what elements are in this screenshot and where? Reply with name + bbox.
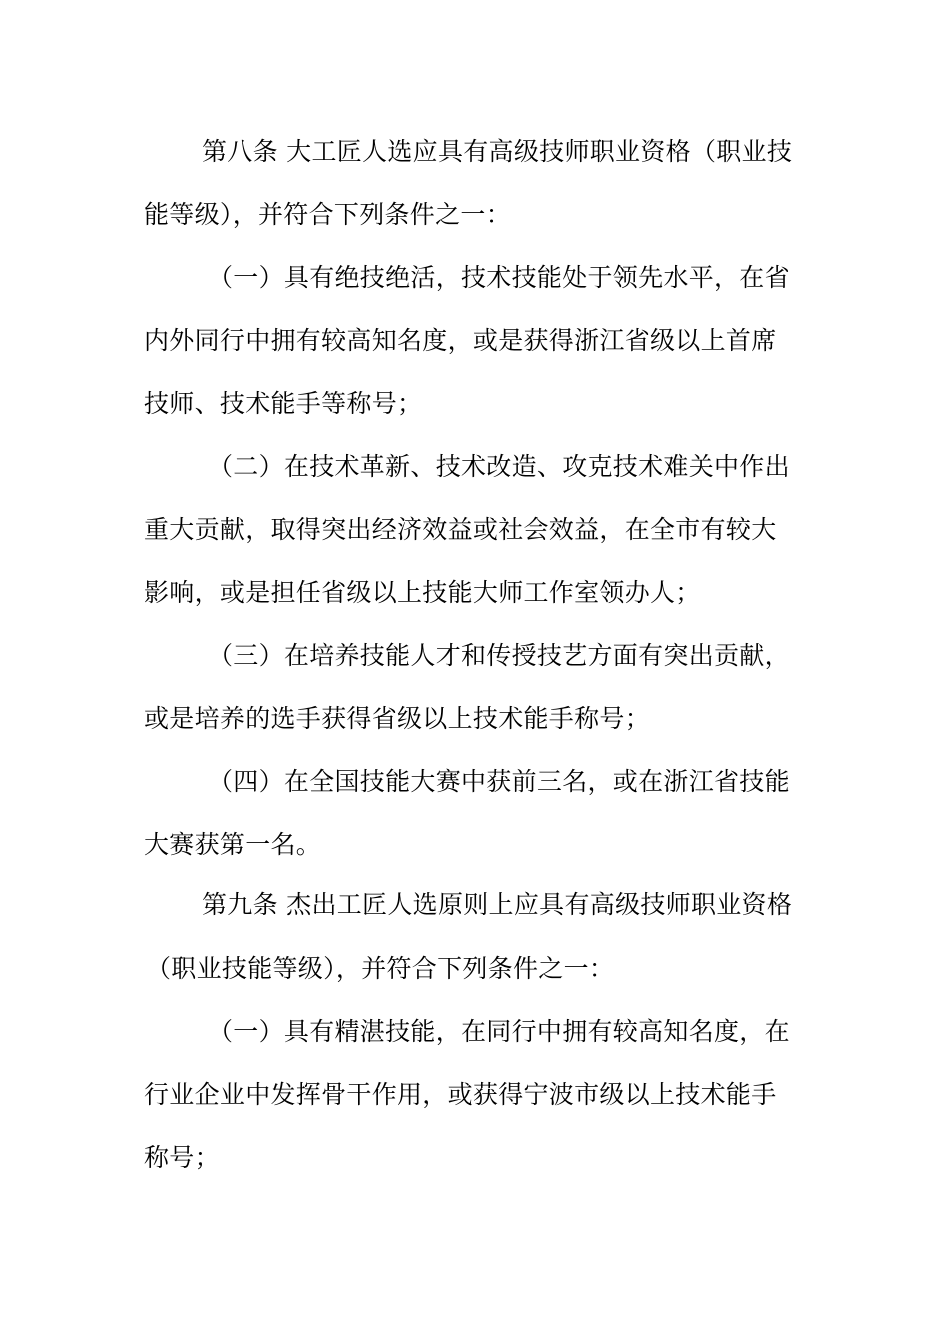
article-9-item-1-line-1: （一）具有精湛技能，在同行中拥有较高知名度，在 xyxy=(208,1017,790,1046)
article-9-item-1-line-2: 行业企业中发挥骨干作用，或获得宁波市级以上技术能手 xyxy=(144,1080,777,1109)
article-8-item-4-line-1: （四）在全国技能大赛中获前三名，或在浙江省技能 xyxy=(208,767,790,796)
article-8-item-1-line-1: （一）具有绝技绝活，技术技能处于领先水平，在省 xyxy=(208,263,790,292)
article-8-item-4-line-2: 大赛获第一名。 xyxy=(144,830,322,859)
article-8-item-1-line-2: 内外同行中拥有较高知名度，或是获得浙江省级以上首席 xyxy=(144,326,777,355)
article-9-heading-line-2: （职业技能等级），并符合下列条件之一： xyxy=(146,954,615,983)
article-8-item-3-line-1: （三）在培养技能人才和传授技艺方面有突出贡献， xyxy=(208,641,790,670)
article-8-item-3-line-2: 或是培养的选手获得省级以上技术能手称号； xyxy=(144,704,651,733)
article-8-item-2-line-2: 重大贡献，取得突出经济效益或社会效益，在全市有较大 xyxy=(144,515,777,544)
article-8-item-1-line-3: 技师、技术能手等称号； xyxy=(144,389,423,418)
article-8-item-2-line-1: （二）在技术革新、技术改造、攻克技术难关中作出 xyxy=(208,452,790,481)
article-9-heading-line-1: 第九条 杰出工匠人选原则上应具有高级技师职业资格 xyxy=(202,890,793,919)
article-9-item-1-line-3: 称号； xyxy=(144,1143,220,1172)
article-8-heading-line-1: 第八条 大工匠人选应具有高级技师职业资格（职业技 xyxy=(202,137,793,166)
article-8-item-2-line-3: 影响，或是担任省级以上技能大师工作室领办人； xyxy=(144,578,701,607)
article-8-heading-line-2: 能等级），并符合下列条件之一： xyxy=(144,200,512,229)
